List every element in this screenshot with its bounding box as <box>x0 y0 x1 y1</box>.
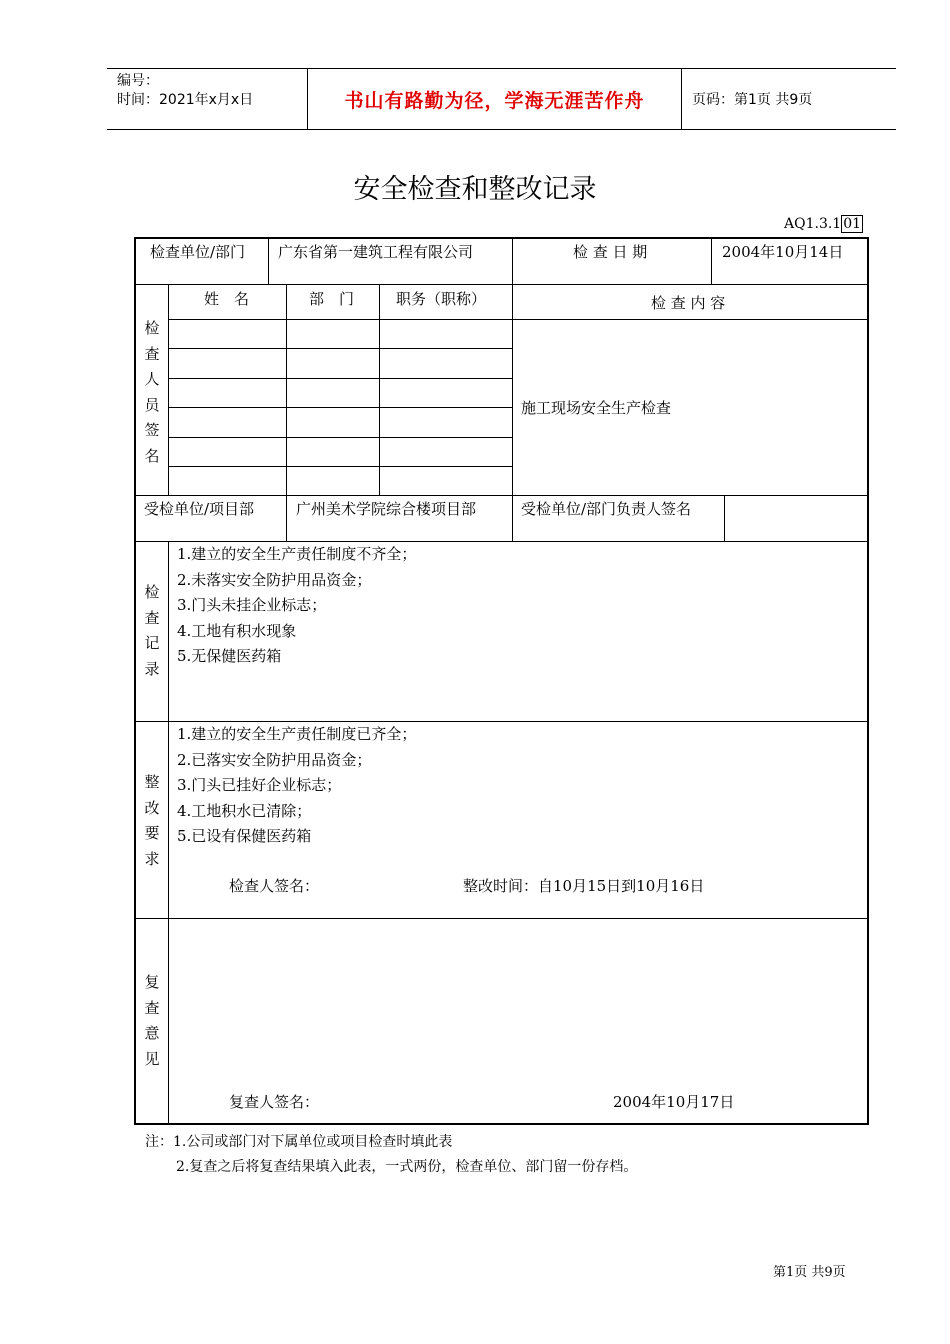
grid-line <box>512 284 513 495</box>
inspection-date-label: 检 查 日 期 <box>573 243 648 261</box>
form-border-left <box>134 237 136 1125</box>
record-item: 5.无保健医药箱 <box>177 647 282 665</box>
col-dept-header: 部 门 <box>309 290 355 308</box>
grid-line <box>379 284 380 495</box>
grid-line <box>512 237 513 284</box>
rectify-items <box>177 722 416 850</box>
record-items <box>177 542 416 670</box>
inspecting-unit-value: 广东省第一建筑工程有限公司 <box>278 243 474 261</box>
rectify-item: 4.工地积水已清除； <box>177 801 312 820</box>
form-notes <box>145 1130 637 1180</box>
note-line: 注：1.公司或部门对下属单位或项目检查时填此表 <box>145 1134 453 1150</box>
grid-line <box>168 284 169 495</box>
rectify-item: 3.门头已挂好企业标志； <box>177 776 342 794</box>
note-line: 2.复查之后将复查结果填入此表，一式两份，检查单位、部门留一份存档。 <box>176 1159 638 1175</box>
col-content-header: 检 查 内 容 <box>651 294 726 312</box>
form-code-prefix: AQ1.3.1 <box>784 216 842 232</box>
col-title-header: 职务（职称） <box>396 290 487 308</box>
col-name-header: 姓 名 <box>204 290 250 308</box>
form-code-box: 01 <box>843 216 862 232</box>
grid-line <box>711 237 712 284</box>
rectify-item: 2.已落实安全防护用品资金； <box>177 750 372 769</box>
header-page-label: 页码：第1页 共9页 <box>692 92 813 108</box>
inspection-date-value: 2004年10月14日 <box>722 243 844 261</box>
grid-line <box>168 348 512 349</box>
record-side-label: 检查记录 <box>144 583 160 678</box>
time-label: 时间：2021年x月x日 <box>117 92 254 108</box>
serial-label: 编号： <box>117 73 159 89</box>
grid-line <box>268 237 269 284</box>
record-item: 2.未落实安全防护用品资金； <box>177 570 372 589</box>
inspecting-unit-label: 检查单位/部门 <box>150 243 246 261</box>
inspected-unit-value: 广州美术学院综合楼项目部 <box>296 500 477 518</box>
grid-line <box>286 495 287 542</box>
record-item: 3.门头未挂企业标志； <box>177 596 327 614</box>
record-item: 1.建立的安全生产责任制度不齐全； <box>177 545 417 563</box>
document-title: 安全检查和整改记录 <box>353 174 597 205</box>
inspector-sign-label: 检查人签名： <box>229 877 320 895</box>
record-item: 4.工地有积水现象 <box>177 621 297 640</box>
grid-line <box>168 319 869 320</box>
motto: 书山有路勤为径，学海无涯苦作舟 <box>344 89 645 112</box>
grid-line <box>168 437 512 438</box>
grid-line <box>168 407 512 408</box>
form-border-top <box>134 237 869 239</box>
review-side-label: 复查意见 <box>144 973 160 1068</box>
grid-line <box>134 284 869 285</box>
form-border-bottom <box>134 1123 869 1125</box>
grid-line <box>134 918 869 919</box>
inspected-head-sign-label: 受检单位/部门负责人签名 <box>521 500 692 518</box>
rectify-time: 整改时间：自10月15日到10月16日 <box>463 877 705 895</box>
grid-line <box>168 466 512 467</box>
page-footer: 第1页 共9页 <box>773 1265 846 1280</box>
form-border-right <box>867 237 869 1125</box>
rectify-item: 1.建立的安全生产责任制度已齐全； <box>177 725 417 743</box>
rectify-side-label: 整改要求 <box>144 773 160 868</box>
grid-line <box>512 495 513 542</box>
review-date: 2004年10月17日 <box>613 1093 735 1111</box>
grid-line <box>286 284 287 495</box>
rectify-item: 5.已设有保健医药箱 <box>177 827 312 845</box>
grid-line <box>724 495 725 542</box>
grid-line <box>168 378 512 379</box>
inspection-content-value: 施工现场安全生产检查 <box>521 399 672 417</box>
inspectors-side-label: 检查人员签名 <box>144 319 160 465</box>
inspected-unit-label: 受检单位/项目部 <box>144 500 255 518</box>
reviewer-sign-label: 复查人签名： <box>229 1093 320 1111</box>
grid-line <box>168 541 169 1124</box>
grid-line <box>134 495 869 496</box>
